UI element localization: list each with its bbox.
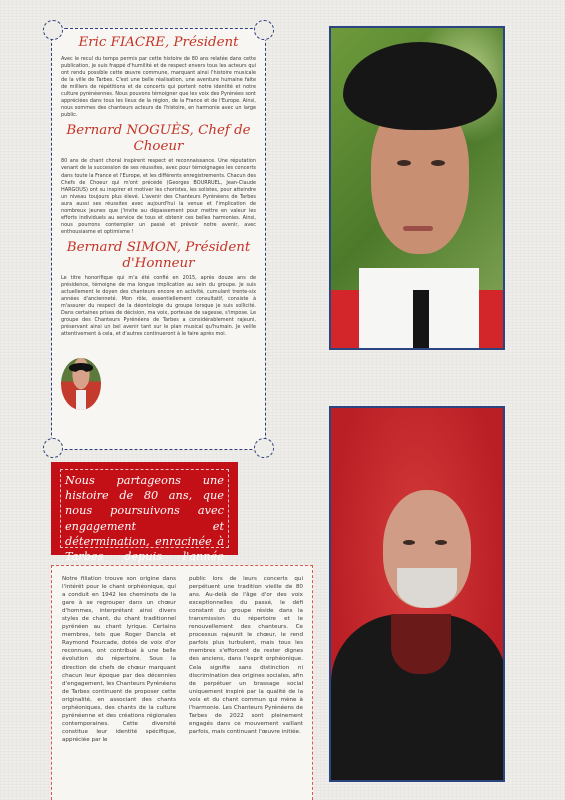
elder-member-photo (329, 406, 505, 782)
black-tie-shape (413, 290, 429, 350)
choir-director-section (61, 123, 256, 236)
quote-border (60, 469, 229, 564)
honorary-president-portrait (61, 358, 101, 410)
eye-shape (403, 540, 415, 545)
panel-corner (43, 20, 63, 40)
history-column-2: public lors de leurs concerts qui perpétuent une tradition vieille de 80 ans. Au-delà de l'âge d'or des voix exceptionnelles du passé, le défi constant du groupe réside dans la transmission du répertoire et le renouvellement des chanteurs. Ce processus rajeunit le chœur, le rend parfois plus turbulent, mais tous les membres s'efforcent de rester dignes des anciens, dans l'esprit orphéonique. Cela signifie sans distinction ni discrimination des origines sociales, afin de perpétuer un brassage social uniquement inspiré par la qualité de la voix et du chant commun qui mène à l'harmonie. Les Chanteurs Pyrénéens de Tarbes de 2022 sont pleinement engagés dans ce mouvement vaillant parfois, mais continuant l'œuvre initiée. (189, 576, 303, 735)
president-title: Eric FIACRE, Président (78, 35, 239, 50)
beard-shape (397, 568, 457, 608)
face-shape (73, 370, 89, 388)
eye-shape (435, 540, 447, 545)
eye-shape (431, 160, 445, 166)
eye-shape (397, 160, 411, 166)
honorary-president-section (61, 240, 256, 338)
president-text: Avec le recul du temps permis par cette histoire de 80 ans relatée dans cette publication, je suis frappé d'humilité et de respect envers tous les acteurs qui ont rendu possible cette œuvre commune, marquant ainsi l'histoire musicale de la ville de Tarbes. C'est une belle réalisation, une aventure humaine faite de milliers de répétitions et de concerts qui portent notre identité et notre culture pyrénéennes. Nous pouvons témoigner que les voix des Pyrénées sont appréciées dans tous les lieux de la région, de la France et de l'Europe. Ainsi, nous sommes des chanteurs acteurs de l'histoire, en harmonie avec un large public. (61, 56, 256, 119)
mouth-shape (403, 226, 433, 231)
beret-shape (343, 42, 497, 130)
panel-corner (43, 438, 63, 458)
president-photo (329, 26, 505, 350)
panel-corner (254, 438, 274, 458)
quote-text: Nous partageons une histoire de 80 ans, que nous poursuivons avec engagement et détermination, enracinée à Tarbes depuis l'année (65, 474, 224, 564)
choir-director-title: Bernard NOGUÈS, Chef de Choeur (66, 123, 251, 155)
panel-corner (254, 20, 274, 40)
president-section (61, 35, 256, 119)
history-column-1: Notre filiation trouve son origine dans l'intérêt pour le chant orphéonique, qui a conduit en 1942 les cheminots de la gare à se regrouper dans un chœur d'hommes, interprétant ainsi divers styles de chant, du chant traditionnel pyrénéen au chant lyrique. Certains membres, tels que Roger Dancla et Raymond Fourcade, dotés de voix d'or reconnues, ont contribué à une belle évolution du répertoire. Sous la direction de chefs de chœur marquant chacun leur époque par des décennies d'engagement, les Chanteurs Pyrénéens de Tarbes continuent de proposer cette originalité, en associant des chants orphéoniques, des chants de la culture pyrénéenne et des créations régionales contemporaines. Cette diversité constitue leur identité spécifique, appréciée par le (62, 576, 176, 743)
honorary-president-title: Bernard SIMON, Président d'Honneur (66, 239, 251, 271)
scarf-shape (391, 614, 451, 674)
honorary-president-text: Le titre honorifique qui m'a été confié en 2015, après douze ans de présidence, témoigne de ma longue implication au sein du groupe. Je suis actuellement le doyen des chanteurs encore en activité, cumulant trente-six années d'ancienneté. Mon rôle, essentiellement consultatif, consiste à m'assurer du respect de la déontologie du groupe lorsque je suis sollicité. Dans certaines prises de décision, ma voix, porteuse de sagesse, s'impose. Le groupe des Chanteurs Pyrénéens de Tarbes a considérablement rajeuni, préservant ainsi un bel avenir tant sur le plan musical qu'humain. Je veille attentivement à cela, et d'autres continueront à le faire après moi. (61, 274, 256, 338)
history-article (51, 565, 313, 800)
shirt-shape (76, 390, 86, 410)
quote-box (51, 462, 238, 564)
choir-director-text: 80 ans de chant choral inspirent respect et reconnaissance. Une réputation venant de la succession de ses réussites, avec pour témoignages les concerts dans toute la France et l'Europe, et les différents enregistrements. Chacun des Chefs de Choeur qui m'ont précédé (Georges BOURRUEL, Jean-Claude HARGOUS) ont su inspirer et motiver les choristes, les solistes, pour atteindre un niveau toujours plus élevé. L'avenir des Chanteurs Pyrénéens de Tarbes aura aussi ses réussites avec aujourd'hui la venue et l'implication de nombreux jeunes que j'invite au dépassement pour mettre en valeur les efforts individuels au service de tous et obtenir ces belles harmonies. Ainsi, nous pourrons contempler un passé et prévoir notre avenir, avec enthousiasme et optimisme ! (61, 158, 256, 235)
